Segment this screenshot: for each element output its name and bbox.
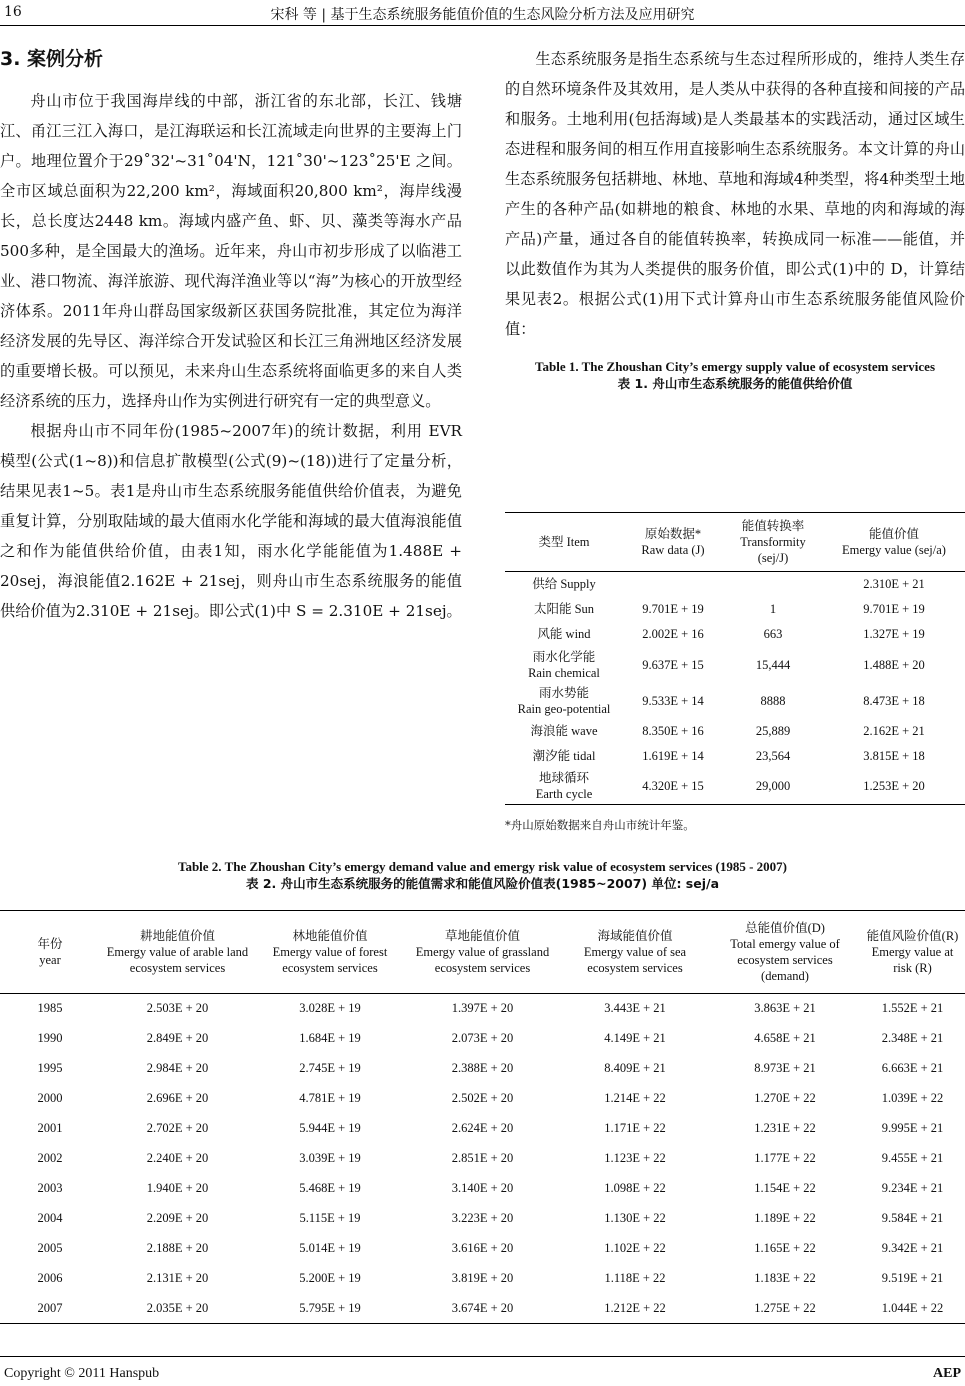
table1-cell-item	[505, 769, 623, 805]
table1-header-tr-en1: Transformity	[740, 535, 806, 549]
table2-header-zh: 能值风险价值(R)	[866, 929, 959, 943]
table2-cell-value: 5.200E + 19	[299, 1271, 361, 1285]
table2-cell-value: 9.519E + 21	[881, 1271, 944, 1285]
table1-cell-raw: 9.701E + 19	[642, 602, 704, 616]
table1-header-raw-en: Raw data (J)	[641, 543, 705, 557]
table2-cell-value: 2.702E + 20	[146, 1121, 209, 1135]
table1-header-raw	[623, 513, 723, 572]
table2-cell-value: 3.028E + 19	[299, 1001, 361, 1016]
table2-cell-value: 5.944E + 19	[299, 1121, 361, 1135]
table1-item-label-en: Rain geo-potential	[517, 701, 611, 716]
table2-cell-value: 1.123E + 22	[604, 1151, 666, 1165]
table2-cell-value: 2.745E + 19	[299, 1061, 361, 1075]
table2-cell-value: 2.131E + 20	[146, 1271, 209, 1285]
table2-row	[0, 1234, 965, 1264]
table2-cell-value: 1.102E + 22	[604, 1241, 666, 1255]
table1-header-row	[505, 513, 965, 572]
table1-caption	[505, 358, 965, 393]
table1-header-emergy	[823, 513, 965, 572]
table1-row	[505, 683, 965, 719]
table1-cell-emergy: 9.701E + 19	[863, 602, 925, 616]
page-number: 16	[4, 4, 22, 20]
table2-cell-value: 1.183E + 22	[754, 1271, 816, 1285]
table2-cell-value: 5.795E + 19	[299, 1300, 361, 1315]
table1-header-ev-en: Emergy value (sej/a)	[842, 543, 946, 557]
table1-cell-raw: 9.637E + 15	[642, 657, 704, 672]
table2-cell-value: 3.443E + 21	[604, 1001, 666, 1016]
table1-cell-transformity: 8888	[760, 693, 786, 708]
table1-cell-transformity: 23,564	[755, 749, 791, 763]
table2-cell-value: 5.115E + 19	[299, 1211, 361, 1225]
table1-row	[505, 622, 965, 647]
table2-cell-value: 2.348E + 21	[881, 1031, 944, 1045]
table1-cell-transformity: 1	[769, 602, 777, 616]
table2-header-zh: 林地能值价值	[292, 929, 368, 943]
table1-item-label: 潮汐能 tidal	[532, 749, 596, 763]
table2-cell-value: 6.663E + 21	[881, 1061, 944, 1075]
table2-header-col	[405, 911, 560, 994]
table2-cell-value: 1.044E + 22	[881, 1300, 944, 1315]
table2-cell-year: 2000	[37, 1091, 63, 1105]
table2-row	[0, 1204, 965, 1234]
table1-header-raw-zh: 原始数据*	[644, 527, 702, 541]
table2-cell-value: 2.240E + 20	[146, 1151, 209, 1165]
table1-item-label: 雨水化学能	[532, 649, 596, 664]
table2-cell-value: 1.684E + 19	[299, 1031, 361, 1045]
table1-cell-emergy: 2.162E + 21	[863, 724, 925, 738]
table2-header-row	[0, 911, 965, 994]
table2-caption	[0, 858, 965, 893]
table1-cell-emergy: 3.815E + 18	[863, 749, 925, 763]
table2-cell-year: 2005	[37, 1241, 63, 1255]
table1-cell-raw	[623, 572, 723, 597]
table1-cell-transformity: 15,444	[755, 657, 791, 672]
table2-header-en: Emergy value at risk (R)	[871, 945, 954, 975]
table2-header-zh: 草地能值价值	[444, 929, 520, 943]
table1-item-label: 供给 Supply	[532, 577, 596, 592]
table2-cell-value: 1.275E + 22	[754, 1300, 816, 1315]
table1-caption-zh: 表 1. 舟山市生态系统服务的能值供给价值	[617, 376, 853, 391]
table2-cell-value: 9.234E + 21	[881, 1181, 944, 1195]
table1-cell-item	[505, 744, 623, 769]
table1-item-label-en: Earth cycle	[535, 787, 593, 802]
paragraph-location: 舟山市位于我国海岸线的中部，浙江省的东北部，长江、钱塘江、甬江三江入海口，是江海联运和长江流域走向世界的主要海上门户。地理位置介于29˚32'~31˚04'N，121˚30'~123˚25'E 之间。全市区域总面积为22,200 km²，海域面积20,800 km²，海岸线漫长，总长度达2448 km。海域内盛产鱼、虾、贝、藻类等海水产品500多种，是全国最大的渔场。近年来，舟山市初步形成了以临港工业、港口物流、海洋旅游、现代海洋渔业等以“海”为核心的开放型经济体系。2011年舟山群岛国家级新区获国务院批准，其定位为海洋经济发展的先导区、海洋综合开发试验区和长江三角洲地区经济发展的重要增长极。可以预见，未来舟山生态系统将面临更多的来自人类经济系统的压力，选择舟山作为实例进行研究有一定的典型意义。	[0, 92, 462, 410]
table2-header-zh: 总能值价值(D)	[745, 921, 825, 935]
table2-header-zh: 年份	[37, 937, 63, 951]
table1-cell-item	[505, 719, 623, 744]
table1-row	[505, 719, 965, 744]
table2-cell-value: 1.214E + 22	[604, 1091, 666, 1105]
table2-cell-year: 1985	[37, 1001, 63, 1016]
table2-cell-value: 3.674E + 20	[451, 1300, 514, 1315]
table2-cell-year: 2006	[37, 1271, 63, 1285]
table2-cell-value: 1.171E + 22	[604, 1121, 666, 1135]
table2-cell-value: 2.035E + 20	[146, 1300, 209, 1315]
footer-divider	[0, 1356, 965, 1357]
table2-cell-value: 3.819E + 20	[451, 1271, 514, 1285]
section-title: 3. 案例分析	[0, 48, 104, 70]
table2-cell-value: 1.098E + 22	[604, 1181, 666, 1195]
table2-cell-value: 2.188E + 20	[146, 1241, 209, 1255]
table2-cell-value: 2.696E + 20	[146, 1091, 209, 1105]
table2-cell-value: 5.014E + 19	[299, 1241, 361, 1255]
table2-cell-value: 3.140E + 20	[451, 1181, 514, 1195]
table2-cell-value: 1.118E + 22	[604, 1271, 666, 1285]
table2-cell-value: 1.130E + 22	[604, 1211, 666, 1225]
table2-row	[0, 1294, 965, 1324]
table2-cell-value: 2.209E + 20	[146, 1211, 209, 1225]
table1-item-label: 雨水势能	[538, 685, 589, 700]
table2-cell-value: 1.397E + 20	[451, 1001, 514, 1016]
table1-cell-raw: 1.619E + 14	[642, 749, 704, 763]
paragraph-ecosystem-services: 生态系统服务是指生态系统与生态过程所形成的，维持人类生存的自然环境条件及其效用，是人类从中获得的各种直接和间接的产品和服务。土地利用(包括海域)是人类最基本的实践活动，通过区域生态进程和服务间的相互作用直接影响生态系统服务。本文计算的舟山生态系统服务包括耕地、林地、草地和海域4种类型，将4种类型土地产生的各种产品(如耕地的粮食、林地的水果、草地的肉和海域的海产品)产量，通过各自的能值转换率，转换成同一标准——能值，并以此数值作为其为人类提供的服务价值，即公式(1)中的 D，计算结果见表2。根据公式(1)用下式计算舟山市生态系统服务能值风险价值：	[505, 50, 965, 338]
table1-item-label-en: Rain chemical	[528, 665, 600, 680]
table2-header-en: year	[39, 953, 61, 967]
table2-cell-year: 2001	[37, 1121, 63, 1135]
table2-row	[0, 1264, 965, 1294]
table2-header-col	[255, 911, 405, 994]
table2-cell-value: 1.212E + 22	[604, 1300, 666, 1315]
table1-cell-item	[505, 572, 623, 597]
table2-header-en: Emergy value of grassland ecosystem services	[415, 945, 550, 975]
table2-cell-year: 2004	[37, 1211, 63, 1225]
copyright: Copyright © 2011 Hanspub	[4, 1366, 160, 1381]
table2-header-zh: 耕地能值价值	[139, 929, 215, 943]
table1-header-item: 类型 Item	[505, 513, 623, 572]
table2-header-en: Emergy value of sea ecosystem services	[583, 945, 687, 975]
table1-cell-transformity	[723, 572, 823, 597]
table1-cell-transformity: 25,889	[755, 724, 791, 738]
table1-header-tr-en2: (sej/J)	[757, 551, 789, 565]
table1-caption-en: Table 1. The Zhoushan City’s emergy supply value of ecosystem services	[535, 359, 935, 374]
table2-cell-value: 1.165E + 22	[754, 1241, 816, 1255]
table1-item-label: 风能 wind	[537, 627, 591, 641]
table1-row	[505, 769, 965, 805]
table2-caption-en: Table 2. The Zhoushan City’s emergy demand value and emergy risk value of ecosystem services (1985 - 2007)	[177, 859, 788, 874]
table2-emergy-demand-risk	[0, 910, 965, 1324]
table1-row	[505, 572, 965, 597]
journal-abbrev: AEP	[933, 1366, 961, 1381]
table2-cell-year: 2003	[37, 1181, 63, 1195]
table1-cell-emergy: 2.310E + 21	[863, 577, 925, 592]
table2-cell-value: 2.984E + 20	[146, 1061, 209, 1075]
table1-footnote: *舟山原始数据来自舟山市统计年鉴。	[505, 818, 695, 832]
table2-header-zh: 海域能值价值	[597, 929, 673, 943]
table2-cell-value: 3.863E + 21	[754, 1001, 816, 1016]
table1-cell-emergy: 8.473E + 18	[863, 693, 925, 708]
table1-cell-item	[505, 683, 623, 719]
table2-header-en: Total emergy value of ecosystem services (demand)	[730, 937, 840, 983]
table2-cell-value: 9.455E + 21	[881, 1151, 944, 1165]
table2-header-en: Emergy value of arable land ecosystem services	[106, 945, 249, 975]
table1-cell-emergy: 1.488E + 20	[863, 657, 925, 672]
right-column	[505, 44, 965, 393]
table2-cell-value: 5.468E + 19	[299, 1181, 361, 1195]
table1-header-tr-zh: 能值转换率	[741, 519, 805, 533]
table2-cell-value: 2.849E + 20	[146, 1031, 209, 1045]
table2-cell-value: 1.552E + 21	[881, 1001, 944, 1016]
table2-cell-value: 2.388E + 20	[451, 1061, 514, 1075]
paragraph-analysis: 根据舟山市不同年份(1985~2007年)的统计数据，利用 EVR 模型(公式(1~8))和信息扩散模型(公式(9)~(18))进行了定量分析，结果见表1~5。表1是舟山市生态系统服务能值供给价值表，为避免重复计算，分别取陆域的最大值雨水化学能和海域的最大值海浪能值之和作为能值供给价值，由表1知，雨水化学能能值为1.488E + 20sej，海浪能值2.162E + 21sej，则舟山市生态系统服务的能值供给价值为2.310E + 21sej。即公式(1)中 S = 2.310E + 21sej。	[0, 422, 462, 620]
table2-header-en: Emergy value of forest ecosystem services	[272, 945, 388, 975]
table1-header-transformity	[723, 513, 823, 572]
table2-row	[0, 1174, 965, 1204]
table2-cell-value: 1.231E + 22	[754, 1121, 816, 1135]
table1-row	[505, 744, 965, 769]
table2-cell-value: 4.149E + 21	[604, 1031, 666, 1045]
table1-row	[505, 597, 965, 622]
table2-cell-value: 1.039E + 22	[881, 1091, 944, 1105]
table1-cell-item	[505, 622, 623, 647]
table2-header-col	[0, 911, 100, 994]
table1-cell-transformity: 663	[763, 627, 783, 641]
table2-cell-value: 1.177E + 22	[754, 1151, 816, 1165]
page-header	[0, 0, 965, 26]
table2-row	[0, 1114, 965, 1144]
table1-emergy-supply	[505, 512, 965, 805]
table2-cell-year: 1990	[37, 1031, 63, 1045]
table1-cell-transformity: 29,000	[755, 779, 791, 794]
table1-cell-item	[505, 647, 623, 683]
table2-cell-year: 1995	[37, 1061, 63, 1075]
table2-header-col	[860, 911, 965, 994]
table1-cell-raw: 2.002E + 16	[642, 627, 704, 641]
table2-cell-value: 1.270E + 22	[754, 1091, 816, 1105]
table1-cell-raw: 4.320E + 15	[642, 779, 704, 794]
table2-cell-value: 3.616E + 20	[451, 1241, 514, 1255]
table2-header-col	[560, 911, 710, 994]
table2-row	[0, 1024, 965, 1054]
table2-row	[0, 1084, 965, 1114]
table2-cell-value: 8.409E + 21	[604, 1061, 666, 1075]
table2-row	[0, 1054, 965, 1084]
table2-cell-value: 9.342E + 21	[881, 1241, 944, 1255]
table2-row	[0, 994, 965, 1024]
table1-cell-emergy: 1.327E + 19	[863, 627, 925, 641]
running-title: 宋科 等 | 基于生态系统服务能值价值的生态风险分析方法及应用研究	[270, 7, 695, 23]
table2-header-col	[710, 911, 860, 994]
table2-cell-value: 1.189E + 22	[754, 1211, 816, 1225]
table2-caption-zh: 表 2. 舟山市生态系统服务的能值需求和能值风险价值表(1985~2007) 单位: sej/a	[245, 876, 720, 891]
table2-cell-year: 2007	[37, 1300, 63, 1315]
table1-cell-emergy: 1.253E + 20	[863, 779, 925, 794]
table2-cell-value: 2.851E + 20	[451, 1151, 514, 1165]
table2-cell-value: 8.973E + 21	[754, 1061, 816, 1075]
table1-item-label: 地球循环	[538, 771, 589, 786]
table2-cell-value: 1.154E + 22	[754, 1181, 816, 1195]
table2-header-col	[100, 911, 255, 994]
table2-cell-value: 9.995E + 21	[881, 1121, 944, 1135]
table1-cell-raw: 9.533E + 14	[642, 693, 704, 708]
table1-cell-item	[505, 597, 623, 622]
left-column	[0, 44, 462, 626]
table2-cell-value: 3.039E + 19	[299, 1151, 361, 1165]
table2-cell-value: 2.073E + 20	[451, 1031, 514, 1045]
table2-cell-value: 4.781E + 19	[299, 1091, 361, 1105]
table2-cell-value: 1.940E + 20	[146, 1181, 209, 1195]
table2-cell-value: 3.223E + 20	[451, 1211, 514, 1225]
table2-cell-value: 4.658E + 21	[754, 1031, 816, 1045]
table2-cell-value: 2.502E + 20	[451, 1091, 514, 1105]
table1-header-ev-zh: 能值价值	[868, 527, 919, 541]
table2-row	[0, 1144, 965, 1174]
table1-row	[505, 647, 965, 683]
table2-cell-value: 2.503E + 20	[146, 1001, 209, 1016]
table2-cell-value: 2.624E + 20	[451, 1121, 514, 1135]
table1-item-label: 海浪能 wave	[530, 724, 598, 738]
table1-cell-raw: 8.350E + 16	[642, 724, 704, 738]
table2-cell-value: 9.584E + 21	[881, 1211, 944, 1225]
table2-cell-year: 2002	[37, 1151, 63, 1165]
table1-item-label: 太阳能 Sun	[533, 602, 595, 616]
